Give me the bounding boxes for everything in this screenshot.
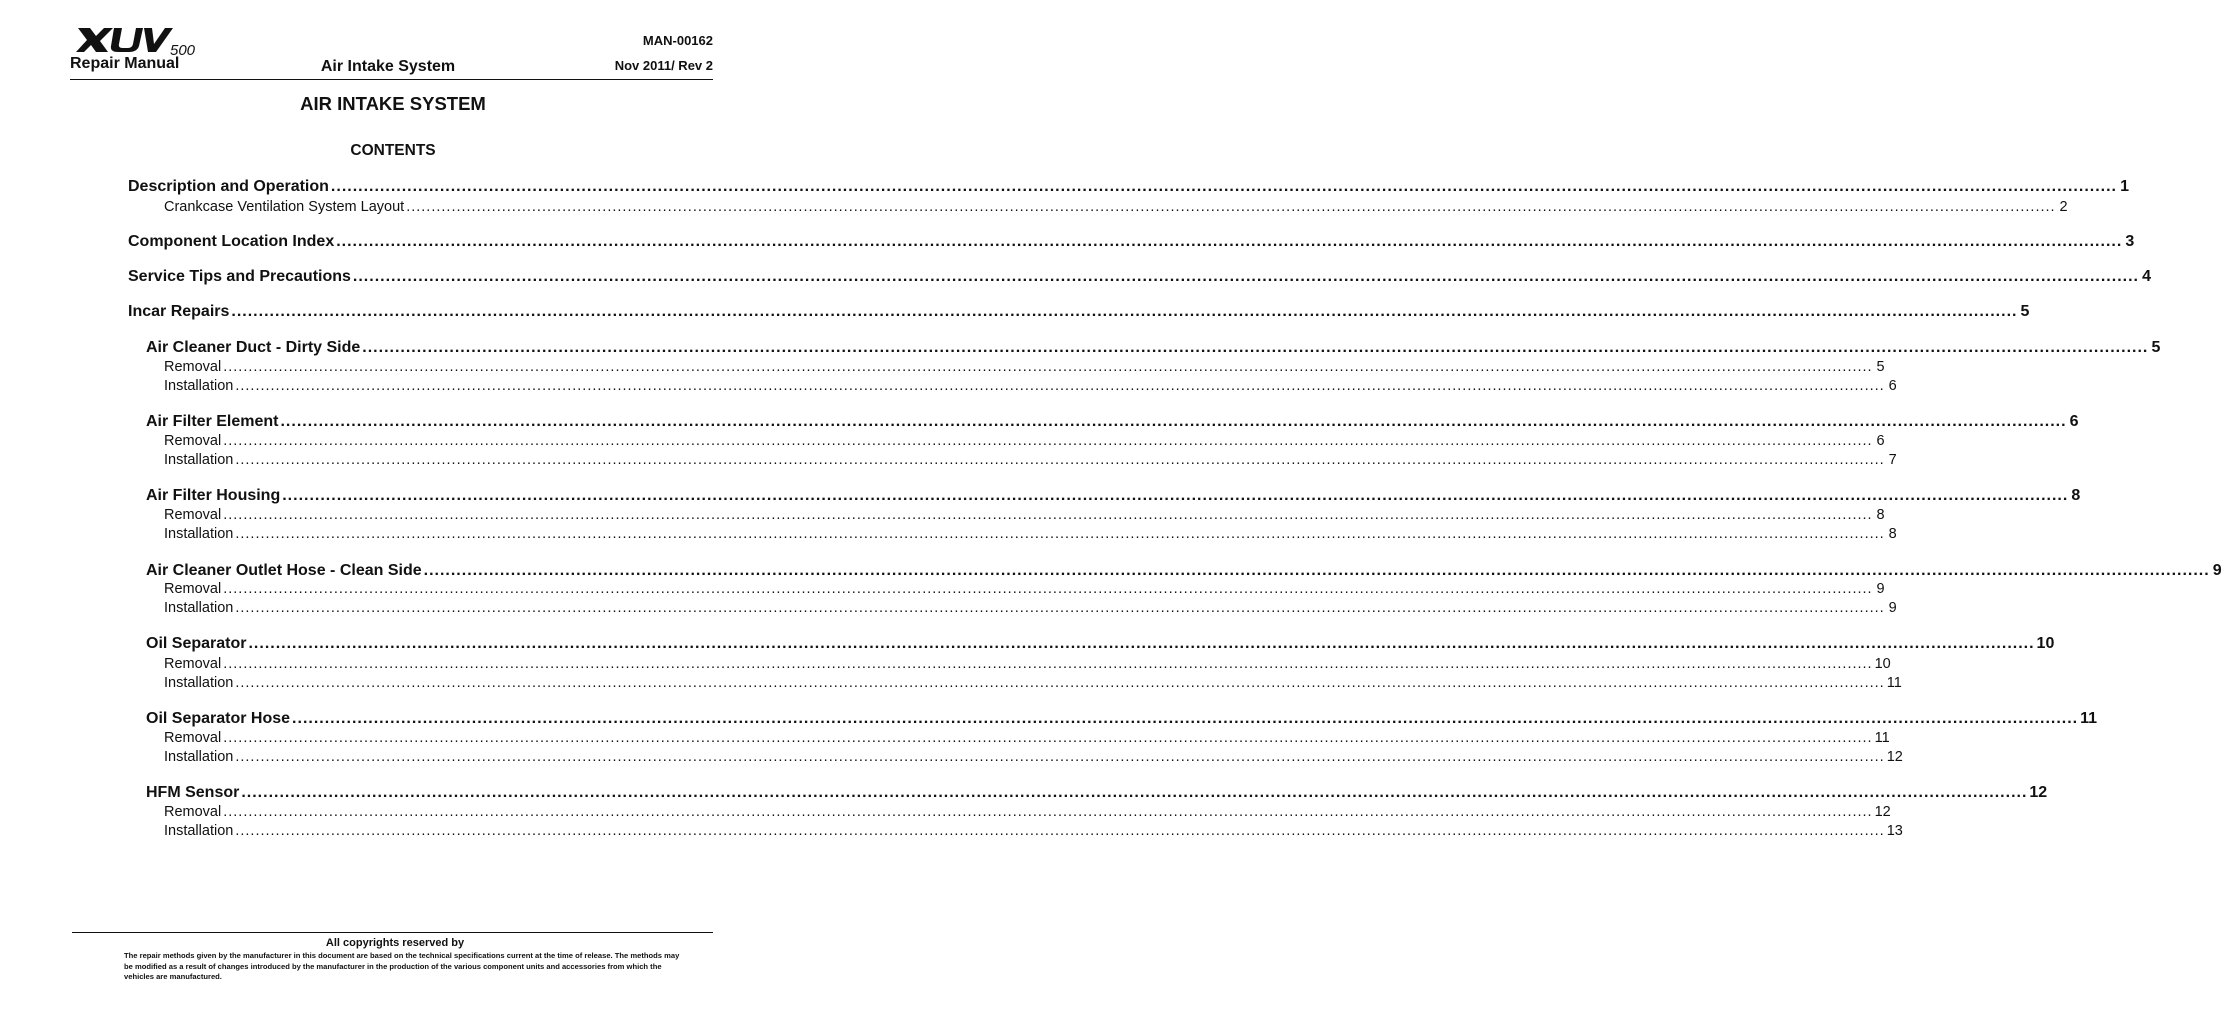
toc-entry[interactable] [164,675,1902,691]
toc-entry-label: Installation [164,378,234,394]
toc-entry-page: 10 [1874,656,1891,672]
toc-entry-page: 2 [2059,199,2068,215]
toc-entry-label: Component Location Index [128,233,335,250]
toc-entry[interactable] [146,784,2048,802]
dot-leader [248,635,2034,653]
toc-entry-label: Installation [164,600,234,616]
dot-leader [235,823,1884,839]
revision: Nov 2011/ Rev 2 [614,58,713,73]
toc-entry-label: Installation [164,823,234,839]
dot-leader [235,378,1884,394]
toc-entry-label: Air Filter Element [146,413,279,430]
toc-entry[interactable] [146,487,2081,505]
toc-entry[interactable] [128,303,2030,321]
toc-entry-label: Removal [164,730,222,746]
toc-entry-label: Installation [164,675,234,691]
toc-entry[interactable] [164,823,1903,839]
dot-leader [282,487,2068,505]
dot-leader [223,581,1872,597]
toc-entry[interactable] [146,413,2079,431]
dot-leader [223,433,1872,449]
dot-leader [223,730,1872,746]
toc-entry-page: 11 [1874,730,1890,746]
dot-leader [424,562,2210,580]
dot-leader [231,303,2017,321]
dot-leader [241,784,2027,802]
manual-type: Repair Manual [70,55,180,72]
toc-entry-page: 11 [1886,675,1902,691]
toc-entry-label: Service Tips and Precautions [128,268,351,285]
copyright-heading: All copyrights reserved by [325,937,465,949]
toc-entry-label: Removal [164,581,222,597]
section-name: Air Intake System [320,58,456,75]
toc-entry-page: 12 [2029,784,2048,801]
toc-entry-page: 10 [2036,635,2055,652]
toc-entry-label: Oil Separator [146,635,247,652]
toc-entry[interactable] [164,359,1885,375]
toc-entry-label: Removal [164,433,222,449]
dot-leader [223,359,1872,375]
toc-entry-page: 8 [1876,507,1885,523]
toc-entry-page: 8 [1888,526,1897,542]
toc-entry-page: 4 [2142,268,2151,285]
dot-leader [406,199,2055,215]
toc-entry-page: 6 [1888,378,1897,394]
toc-entry-page: 9 [1888,600,1897,616]
toc-entry-page: 5 [2151,339,2161,356]
toc-entry-page: 8 [2071,487,2081,504]
dot-leader [223,804,1872,820]
dot-leader [223,507,1872,523]
dot-leader [235,675,1884,691]
page-title: AIR INTAKE SYSTEM [300,93,486,114]
toc-entry-label: Crankcase Ventilation System Layout [164,199,405,215]
toc-entry-label: Air Filter Housing [146,487,281,504]
toc-entry[interactable] [164,526,1897,542]
dot-leader [235,526,1884,542]
toc-entry[interactable] [146,339,2161,357]
toc-entry-page: 5 [2020,303,2030,320]
toc-entry-label: Oil Separator Hose [146,710,291,727]
contents-heading: CONTENTS [350,142,436,159]
dot-leader [280,413,2066,431]
toc-entry-page: 6 [1876,433,1885,449]
toc-entry[interactable] [164,199,2068,215]
toc-entry[interactable] [164,581,1885,597]
toc-entry[interactable] [164,656,1891,672]
toc-entry-page: 9 [1876,581,1885,597]
toc-entry-page: 11 [2080,710,2098,727]
toc-entry[interactable] [164,600,1897,616]
toc-entry-page: 12 [1874,804,1891,820]
toc-entry-label: Installation [164,749,234,765]
doc-number: MAN-00162 [642,33,713,48]
footer-divider [72,932,713,933]
toc-entry-label: Removal [164,359,222,375]
toc-entry-label: Installation [164,452,234,468]
toc-entry[interactable] [146,710,2098,728]
dot-leader [331,178,2117,196]
toc-entry-page: 3 [2125,233,2135,250]
toc-entry-label: Removal [164,804,222,820]
toc-entry[interactable] [128,178,2129,196]
toc-entry-label: Incar Repairs [128,303,230,320]
toc-entry-label: Removal [164,656,222,672]
svg-text:500: 500 [170,42,196,59]
toc-entry[interactable] [164,804,1891,820]
toc-entry-label: Air Cleaner Duct - Dirty Side [146,339,361,356]
dot-leader [292,710,2078,728]
toc-entry-page: 1 [2120,178,2129,195]
toc-entry-page: 9 [2212,562,2222,579]
dot-leader [362,339,2148,357]
toc-entry[interactable] [164,433,1885,449]
toc-entry-page: 5 [1876,359,1885,375]
toc-entry-label: Removal [164,507,222,523]
toc-entry-label: HFM Sensor [146,784,240,801]
toc-entry[interactable] [164,749,1903,765]
dot-leader [223,656,1872,672]
dot-leader [336,233,2122,251]
toc-entry-page: 6 [2069,413,2079,430]
toc-entry-page: 7 [1888,452,1897,468]
dot-leader [235,749,1884,765]
toc-entry-page: 13 [1886,823,1903,839]
toc-entry[interactable] [164,730,1890,746]
toc-entry[interactable] [164,507,1885,523]
toc-entry-label: Air Cleaner Outlet Hose - Clean Side [146,562,422,579]
toc-entry-label: Description and Operation [128,178,329,195]
toc-entry[interactable] [128,233,2135,251]
toc-entry[interactable] [128,268,2151,286]
toc-entry-page: 12 [1886,749,1903,765]
dot-leader [235,452,1884,468]
toc-entry[interactable] [164,452,1897,468]
toc-entry[interactable] [164,378,1897,394]
disclaimer-text: The repair methods given by the manufacturer in this document are based on the technical specifications current at the time of release. The methods may be modified as a result of changes introduced by the manufacturer in the production of the various component units and accessories from which the vehicles are manufactured. [124,951,680,981]
toc-entry-label: Installation [164,526,234,542]
dot-leader [353,268,2139,286]
toc-entry[interactable] [146,635,2055,653]
toc-entry[interactable] [146,562,2222,580]
dot-leader [235,600,1884,616]
